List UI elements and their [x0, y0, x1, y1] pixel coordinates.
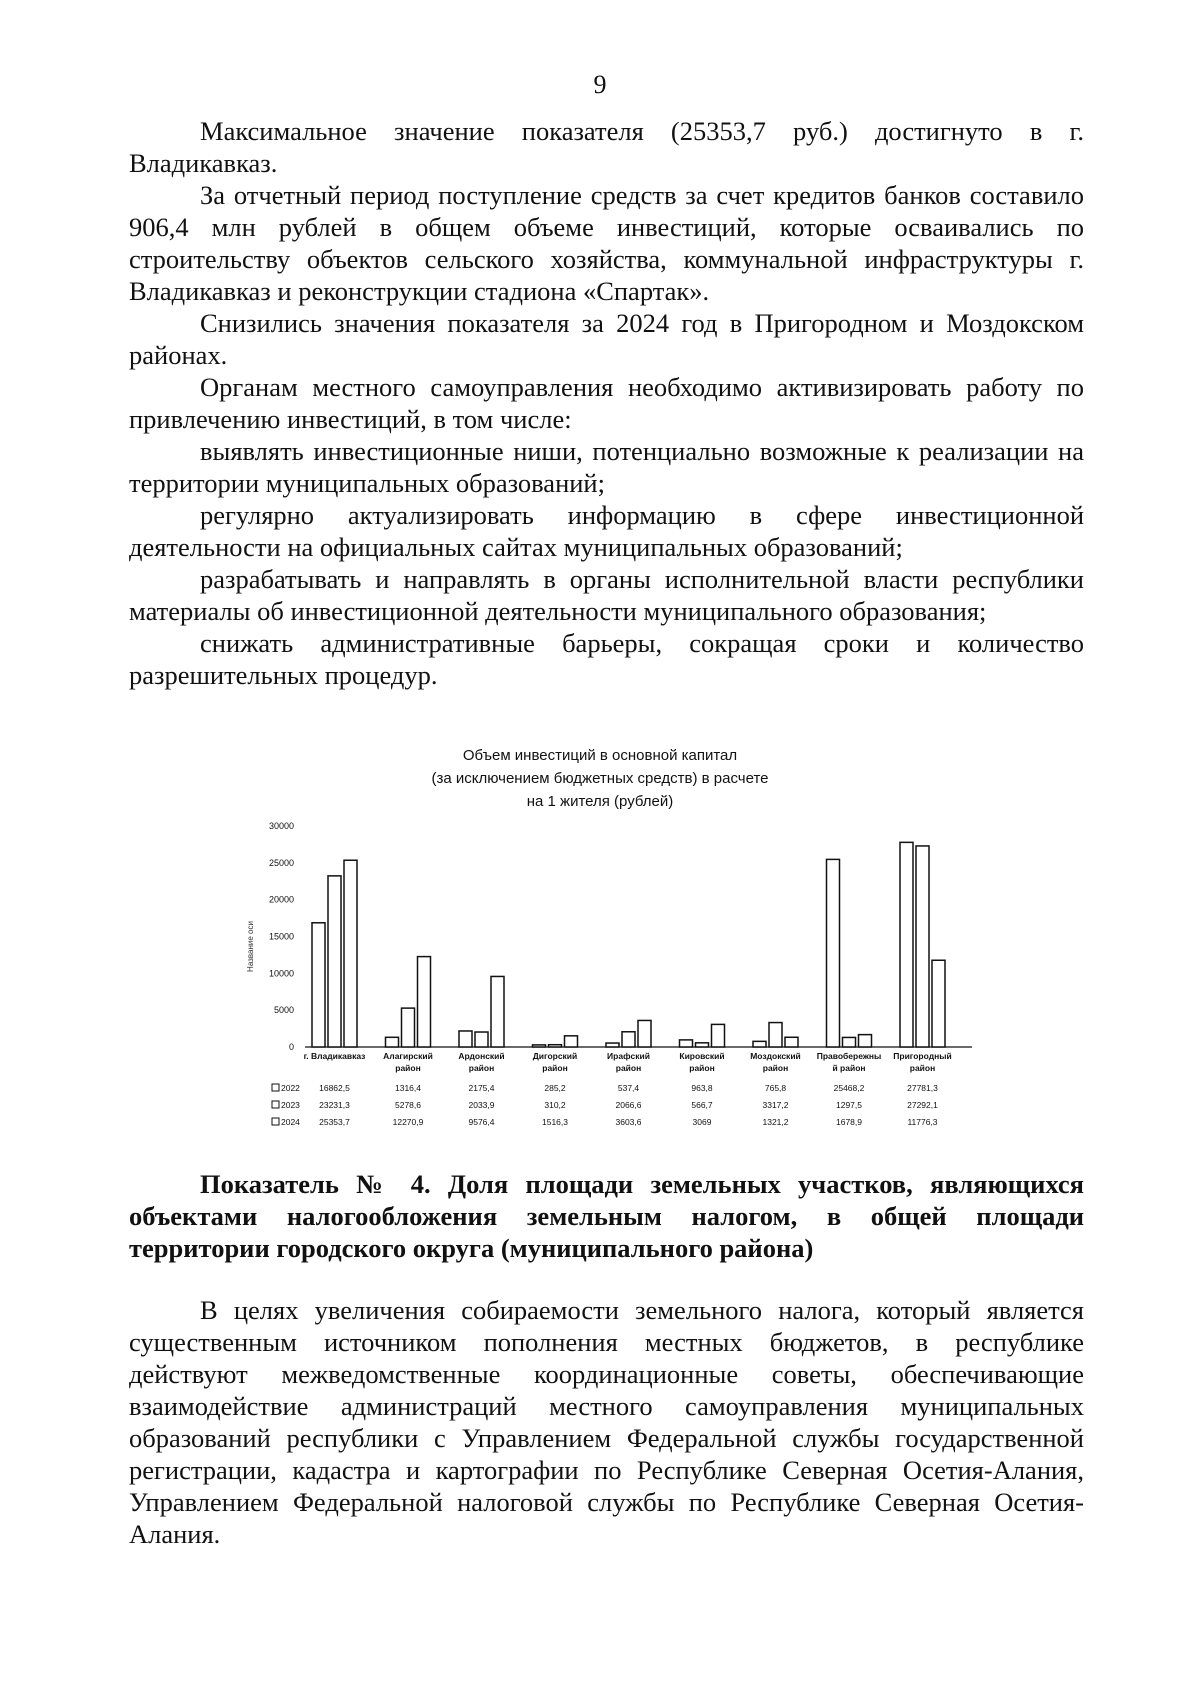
- bar: [785, 1037, 798, 1047]
- paragraph: разрабатывать и направлять в органы исполнительной власти республики материалы об инвестиционной деятельности муниципального образования;: [129, 564, 1084, 626]
- bar: [549, 1045, 562, 1047]
- table-cell-value: 285,2: [544, 1083, 566, 1093]
- chart-title-line: (за исключением бюджетных средств) в расчете: [431, 770, 769, 787]
- y-tick-label: 30000: [268, 821, 294, 831]
- bar: [696, 1043, 709, 1047]
- table-cell-value: 1316,4: [395, 1083, 421, 1093]
- table-cell-value: 963,8: [691, 1083, 713, 1093]
- table-cell-value: 23231,3: [319, 1100, 350, 1110]
- body-text-bottom: [129, 1294, 1084, 1550]
- bar: [712, 1024, 725, 1047]
- x-category-label: г. Владикавказ: [303, 1051, 366, 1061]
- x-category-label: Правобережны: [816, 1051, 882, 1061]
- bar: [606, 1043, 619, 1047]
- table-cell-value: 2175,4: [468, 1083, 495, 1093]
- bar: [843, 1037, 856, 1047]
- y-tick-label: 25000: [268, 857, 294, 868]
- x-category-label: район: [468, 1063, 495, 1073]
- y-tick-label: 5000: [273, 1005, 294, 1016]
- x-category-label: район: [909, 1063, 936, 1073]
- legend-label: 2023: [281, 1100, 300, 1110]
- legend-swatch: [272, 1101, 279, 1108]
- bar: [859, 1035, 872, 1047]
- bar: [827, 859, 840, 1047]
- table-cell-value: 27292,1: [907, 1100, 938, 1110]
- table-cell-value: 2033,9: [468, 1100, 495, 1110]
- x-category-label: Пригородный: [893, 1051, 952, 1061]
- x-category-label: район: [395, 1063, 421, 1073]
- x-category-label: Ардонский: [458, 1051, 505, 1061]
- legend-label: 2024: [281, 1117, 300, 1127]
- x-category-label: Ирафский: [607, 1051, 650, 1061]
- paragraph: Органам местного самоуправления необходимо активизировать работу по привлечению инвестиций, в том числе:: [129, 372, 1084, 434]
- table-cell-value: 25468,2: [833, 1083, 865, 1093]
- table-cell-value: 3069: [692, 1117, 712, 1127]
- bar: [386, 1037, 399, 1047]
- bar: [769, 1023, 782, 1047]
- bar: [900, 842, 913, 1047]
- bar: [344, 860, 357, 1047]
- x-category-label: й район: [832, 1063, 866, 1073]
- bar: [459, 1031, 472, 1047]
- bar: [533, 1045, 546, 1047]
- table-cell-value: 765,8: [764, 1083, 787, 1093]
- table-cell-value: 1678,9: [836, 1117, 862, 1127]
- bar: [475, 1032, 488, 1047]
- table-cell-value: 12270,9: [392, 1117, 424, 1127]
- bar: [565, 1036, 578, 1047]
- x-category-label: район: [762, 1063, 789, 1073]
- bar: [753, 1041, 766, 1047]
- table-cell-value: 5278,6: [395, 1100, 421, 1110]
- chart-title-line: Объем инвестиций в основной капитал: [462, 747, 738, 764]
- table-cell-value: 9576,4: [468, 1117, 495, 1127]
- bar: [328, 876, 341, 1047]
- table-cell-value: 25353,7: [319, 1117, 350, 1127]
- x-category-label: район: [689, 1063, 715, 1073]
- table-cell-value: 566,7: [691, 1100, 713, 1110]
- bar: [916, 846, 929, 1047]
- y-tick-label: 10000: [268, 968, 294, 979]
- y-axis-label: Название оси: [246, 921, 255, 972]
- paragraph: Снизились значения показателя за 2024 год в Пригородном и Моздокском районах.: [129, 308, 1084, 370]
- bar: [418, 957, 431, 1047]
- table-cell-value: 2066,6: [615, 1100, 642, 1110]
- x-category-label: район: [615, 1063, 642, 1073]
- table-cell-value: 3603,6: [615, 1117, 642, 1127]
- paragraph: регулярно актуализировать информацию в сфере инвестиционной деятельности на официальных сайтах муниципальных образований;: [129, 500, 1084, 562]
- x-category-label: Алагирский: [383, 1051, 433, 1061]
- section-heading: Показатель № 4. Доля площади земельных участков, являющихся объектами налогообложения земельным налогом, в общей площади территории городского округа (муниципального района): [129, 1169, 1084, 1263]
- paragraph: Максимальное значение показателя (25353,7 руб.) достигнуто в г. Владикавказ.: [129, 116, 1084, 178]
- table-cell-value: 1321,2: [762, 1117, 789, 1127]
- table-cell-value: 3317,2: [762, 1100, 789, 1110]
- paragraph: снижать административные барьеры, сокращая сроки и количество разрешительных процедур.: [129, 628, 1084, 690]
- x-category-label: Дигорский: [532, 1051, 578, 1061]
- table-cell-value: 11776,3: [907, 1117, 938, 1127]
- paragraph: За отчетный период поступление средств за счет кредитов банков составило 906,4 млн рублей в общем объеме инвестиций, которые осваивались по строительству объектов сельского хозяйства, коммунальной инфраструктуры г. Владикавказ и реконструкции стадиона «Спартак».: [129, 180, 1084, 306]
- bar: [402, 1008, 415, 1047]
- table-cell-value: 16862,5: [319, 1083, 350, 1093]
- table-cell-value: 27781,3: [907, 1083, 938, 1093]
- legend-swatch: [272, 1084, 279, 1091]
- x-category-label: район: [542, 1063, 568, 1073]
- x-category-label: Кировский: [679, 1051, 725, 1061]
- bar: [312, 923, 325, 1047]
- page-number: 9: [593, 70, 607, 99]
- y-tick-label: 15000: [268, 931, 294, 942]
- y-tick-label: 0: [288, 1042, 294, 1052]
- paragraph: В целях увеличения собираемости земельного налога, который является существенным источником пополнения местных бюджетов, в республике действуют межведомственные координационные советы, обеспечивающие взаимодействие администраций местного самоуправления муниципальных образований республики с Управлением Федеральной службы государственной регистрации, кадастра и картографии по Республике Северная Осетия-Алания, Управлением Федеральной налоговой службы по Республике Северная Осетия-Алания.: [129, 1295, 1084, 1549]
- table-cell-value: 1297,5: [836, 1100, 862, 1110]
- bar: [491, 976, 504, 1047]
- legend-swatch: [272, 1118, 279, 1125]
- table-cell-value: 537,4: [617, 1083, 640, 1093]
- bar: [932, 960, 945, 1047]
- table-cell-value: 310,2: [544, 1100, 566, 1110]
- paragraph: выявлять инвестиционные ниши, потенциально возможные к реализации на территории муниципальных образований;: [129, 436, 1084, 498]
- bar: [638, 1020, 651, 1047]
- table-cell-value: 1516,3: [542, 1117, 568, 1127]
- bar: [622, 1032, 635, 1047]
- y-tick-label: 20000: [268, 894, 294, 905]
- x-category-label: Моздокский: [750, 1051, 801, 1061]
- bar: [680, 1040, 693, 1047]
- chart-title-line: на 1 жителя (рублей): [526, 793, 674, 810]
- legend-label: 2022: [281, 1083, 300, 1093]
